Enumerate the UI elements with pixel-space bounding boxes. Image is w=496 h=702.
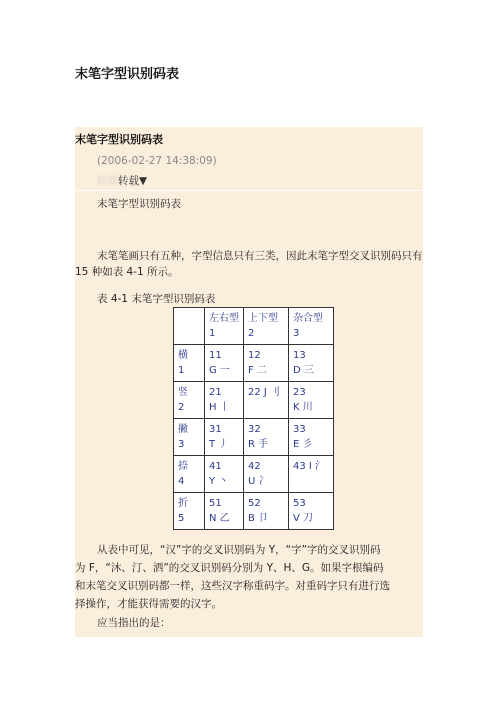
table-row [174,419,334,456]
explanation-line-3: 和末笔交叉识别码都一样，这些汉字称重码字。对重码字只有进行选 [75,580,390,592]
author-name[interactable]: 转载 [97,175,118,187]
table-header-cell: 杂合型 3 [289,308,334,345]
table-cell: 43 I 氵 [289,456,334,493]
table-cell: 32 R 手 [244,419,289,456]
table-header-cell: 左右型 1 [205,308,244,345]
table-header-row [174,308,334,345]
explanation-line-2: 为 F，“沐、汀、洒”的交叉识别码分别为 Y、H、G。如果字根编码 [75,562,384,574]
table-cell: 41 Y 丶 [205,456,244,493]
row-header-cell: 竖 2 [174,382,205,419]
post-timestamp: (2006-02-27 14:38:09) [97,155,217,167]
article-heading: 末笔字型识别码表 [75,133,163,146]
repost-line[interactable] [97,173,147,188]
divider [75,190,423,191]
table-cell: 51 N 乙 [205,493,244,530]
table-cell: 52 B 卩 [244,493,289,530]
note-line: 应当指出的是： [97,617,171,629]
explanation-line-1: 从表中可见，“汉”字的交叉识别码为 Y，“字”字的交叉识别码 [97,544,381,556]
table-cell: 33 E 彡 [289,419,334,456]
table-row [174,493,334,530]
row-header-cell: 撇 3 [174,419,205,456]
table-cell: 53 V 刀 [289,493,334,530]
table-row [174,382,334,419]
table-cell: 22 J 刂 [244,382,289,419]
intro-paragraph: 末笔笔画只有五种，字型信息只有三类，因此末笔字型交叉识别码只有 15 种如表 4-1 所示。 [75,250,423,278]
table-row [174,345,334,382]
page-title: 末笔字型识别码表 [75,67,180,82]
code-table [173,307,334,530]
content-subtitle: 末笔字型识别码表 [97,198,181,210]
table-row [174,456,334,493]
row-header-cell: 折 5 [174,493,205,530]
repost-toggle[interactable]: 转载▼ [118,175,148,187]
table-cell: 11 G 一 [205,345,244,382]
table-caption: 表 4-1 末笔字型识别码表 [97,293,216,305]
table-cell: 12 F 二 [244,345,289,382]
table-header-cell: 上下型 2 [244,308,289,345]
explanation-line-4: 择操作，才能获得需要的汉字。 [75,598,222,610]
table-cell: 23 K 川 [289,382,334,419]
row-header-cell: 横 1 [174,345,205,382]
table-cell: 21 H 丨 [205,382,244,419]
table-cell: 13 D 三 [289,345,334,382]
row-header-cell: 捺 4 [174,456,205,493]
table-corner [174,308,205,345]
table-cell: 31 T 丿 [205,419,244,456]
table-cell: 42 U 冫 [244,456,289,493]
